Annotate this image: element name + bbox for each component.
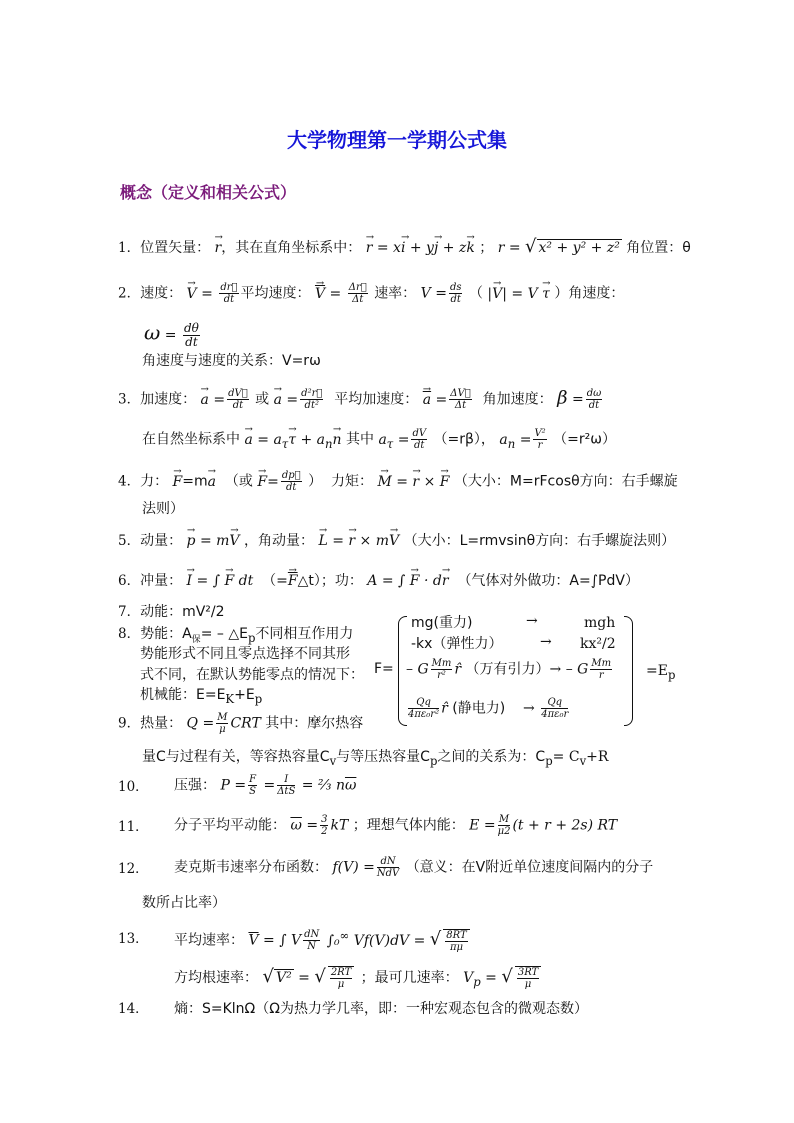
line-8-text-3: 式不同，在默认势能零点的情况下：	[140, 667, 364, 683]
formula-line-6: 6．冲量： → I = ∫ → F dt （=→ $\overline{F}\triangle t$）；功： A = ∫ → F · d→ r （气体对外做功：A=∫PdV）	[118, 572, 639, 590]
formula-line-7: 7．动能：mV²/2	[118, 604, 225, 620]
line-4-continuation: 法则）	[142, 501, 184, 517]
arrow-icon: →	[540, 634, 552, 650]
force-universal-gravitation: – G $\frac{Mm}{\text{r²}}$ r̂ （万有引力）→ – G $\frac{Mm}{r}$	[406, 658, 612, 681]
rms-speed: 方均根速率： √ V² = √ $\frac{2RT}{\mu}$ ；最可几速率： $V_p$ = √ $\frac{3RT}{\mu}$	[174, 966, 543, 991]
formula-line-3: 3．加速度： → a = $\frac{dV⃗}{dt}$ 或 → a = $\frac{\text{d²r⃗}}{\text{dt²}}$ 平均加速度： → $\overline{a}$ = $\frac{\Delta V⃗}{\Delta t}$ 角加速度： β = $\frac{d\omega}{dt}$	[118, 388, 604, 411]
natural-coordinates: 在自然坐标系中 → $a = a_\tau\to \tau + a_n\to n$ 其中 $a_\tau$ = $\frac{dV}{dt}$ （=rβ）， $a_n$ = $\frac{\text{V²}}{r}$ （=r²ω）	[142, 428, 616, 452]
mechanical-energy: 机械能：$E=E_K+E_p$	[140, 687, 263, 706]
formula-line-5: 5．动量： → p = m→ V ，角动量： → L = → r × m→ V （大小：L=rmvsinθ方向：右手螺旋法则）	[118, 532, 675, 550]
kinetic-energy-formula: 分子平均平动能： $\overline{\omega}$ = $\frac{3}{2}$ kT ；理想气体内能： E = $\frac{M}{\mu 2}$ (t + r + 2s) RT	[174, 814, 618, 837]
omega-velocity-relation: 角速度与速度的关系：V=rω	[142, 353, 321, 369]
right-brace	[624, 616, 633, 726]
formula-line-11: 11．	[118, 819, 149, 835]
force-elastic: -kx（弹性力）	[411, 636, 503, 652]
omega-formula: ω = $\frac{d\theta}{dt}$	[144, 320, 199, 349]
heat-capacity-relation: 量C与过程有关，等容热容量$C_v$与等压热容量$C_p$之间的关系为：$C_p= C_v+R$	[142, 749, 609, 768]
force-electrostatic: $\frac{Qq}{\text{4πε₀r²}}$ r̂ (静电力) → $\frac{Qq}{\text{4πε₀r}}$	[408, 697, 569, 720]
potential-energy-label: $=E_p$	[646, 663, 676, 682]
formula-line-8: 8．势能：$A_保=$ – $\triangle E_p$不同相互作用力	[118, 626, 354, 645]
entropy-formula: 熵：S=KlnΩ（Ω为热力学几率，即：一种宏观态包含的微观态数）	[174, 1001, 588, 1017]
formula-line-1: 1．位置矢量： → r，其在直角坐标系中： → r = x→ i + y→ j + z→ k ； r = √ x² + y² + z² 角位置：θ	[118, 238, 691, 257]
formula-line-10: 10．	[118, 779, 149, 795]
formula-line-14: 14．	[118, 1001, 149, 1017]
formula-line-12: 12．	[118, 861, 149, 877]
formula-line-9: 9．热量： Q = $\frac{M}{\mu}$ CRT 其中：摩尔热容	[118, 712, 364, 735]
force-prefix: F=	[374, 661, 394, 677]
potential-gravity: mgh	[584, 615, 616, 631]
maxwell-continuation: 数所占比率）	[142, 895, 226, 911]
formula-line-2: 2．速度： → V = $\frac{dr⃗}{dt}$ 平均速度： → $\overline{V}$ = $\frac{\Delta r⃗}{\Delta t}$ 速率： V = $\frac{ds}{dt}$ （ |→ V| = V → τ ）角速度：	[118, 282, 624, 305]
maxwell-distribution: 麦克斯韦速率分布函数： f(V) = $\frac{dN}{\text{NdV}}$ （意义：在V附近单位速度间隔内的分子	[174, 856, 654, 879]
arrow-icon: →	[526, 613, 538, 629]
formula-line-4: 4．力： → F=m→ a （或 → F= $\frac{dp⃗}{dt}$ ） 力矩： → M = → r × → F （大小：M=rFcosθ方向：右手螺旋	[118, 470, 678, 493]
page-title: 大学物理第一学期公式集	[287, 128, 507, 152]
formula-line-13: 13．	[118, 931, 149, 947]
mean-speed: 平均速率： $\overline{V}$ = ∫ V $\frac{dN}{N}$ ∫₀∞ Vf(V)dV = √ $\frac{8RT}{\pi\mu}$	[174, 926, 472, 953]
potential-elastic: kx²/2	[580, 636, 616, 652]
pressure-formula: 压强： P = $\frac{F}{S}$ = $\frac{I}{\text{ΔtS}}$ = ⅔ $n\overline{\omega}$	[174, 774, 357, 797]
line-8-text-2: 势能形式不同且零点选择不同其形	[140, 646, 350, 662]
force-gravity: mg(重力)	[411, 615, 473, 631]
section-heading: 概念（定义和相关公式）	[120, 183, 297, 202]
